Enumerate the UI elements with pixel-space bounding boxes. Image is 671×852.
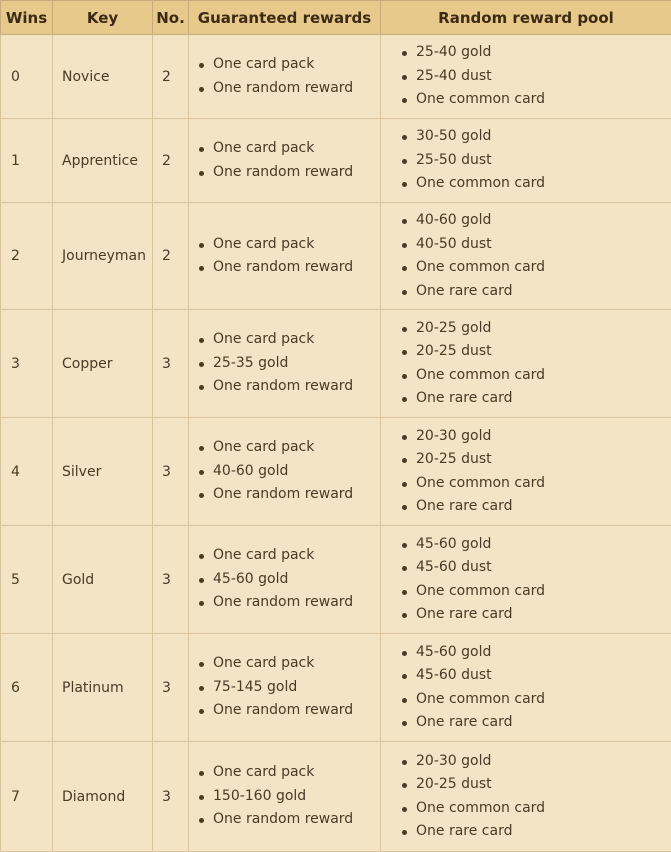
cell-random xyxy=(381,203,671,310)
list-item: 20-25 dust xyxy=(401,773,671,797)
cell-random-list xyxy=(401,750,671,844)
list-item: 20-25 gold xyxy=(401,317,671,341)
cell-random xyxy=(381,742,671,852)
cell-random-list xyxy=(401,641,671,735)
cell-wins: 6 xyxy=(1,634,53,742)
list-item: 40-50 dust xyxy=(401,233,671,257)
cell-random xyxy=(381,634,671,742)
list-item: 45-60 gold xyxy=(198,568,380,592)
list-item: One card pack xyxy=(198,436,380,460)
list-item: One rare card xyxy=(401,280,671,304)
cell-key: Silver xyxy=(53,418,153,526)
cell-guaranteed-list xyxy=(198,436,380,507)
cell-guaranteed xyxy=(189,526,381,634)
table-row xyxy=(1,119,671,203)
cell-guaranteed xyxy=(189,310,381,418)
list-item: 40-60 gold xyxy=(198,460,380,484)
list-item: One random reward xyxy=(198,699,380,723)
list-item: 40-60 gold xyxy=(401,209,671,233)
list-item: 30-50 gold xyxy=(401,125,671,149)
cell-wins: 3 xyxy=(1,310,53,418)
cell-random-list xyxy=(401,533,671,627)
list-item: 25-50 dust xyxy=(401,149,671,173)
list-item: 45-60 gold xyxy=(401,641,671,665)
table-row xyxy=(1,203,671,310)
cell-key: Journeyman xyxy=(53,203,153,310)
list-item: 45-60 dust xyxy=(401,556,671,580)
header-guaranteed: Guaranteed rewards xyxy=(189,1,381,35)
cell-guaranteed xyxy=(189,35,381,119)
list-item: One random reward xyxy=(198,77,380,101)
header-no: No. xyxy=(153,1,189,35)
list-item: One card pack xyxy=(198,544,380,568)
cell-guaranteed xyxy=(189,634,381,742)
list-item: 45-60 gold xyxy=(401,533,671,557)
list-item: 25-35 gold xyxy=(198,352,380,376)
list-item: One common card xyxy=(401,88,671,112)
cell-key: Apprentice xyxy=(53,119,153,203)
cell-guaranteed-list xyxy=(198,544,380,615)
table-body xyxy=(1,35,671,852)
cell-random-list xyxy=(401,125,671,196)
list-item: 20-30 gold xyxy=(401,750,671,774)
list-item: 150-160 gold xyxy=(198,785,380,809)
cell-no: 3 xyxy=(153,526,189,634)
cell-no: 2 xyxy=(153,35,189,119)
list-item: One random reward xyxy=(198,808,380,832)
list-item: 20-25 dust xyxy=(401,340,671,364)
list-item: One card pack xyxy=(198,137,380,161)
table-header xyxy=(1,1,671,35)
list-item: One rare card xyxy=(401,387,671,411)
list-item: One rare card xyxy=(401,495,671,519)
list-item: One common card xyxy=(401,688,671,712)
list-item: One card pack xyxy=(198,328,380,352)
list-item: One random reward xyxy=(198,483,380,507)
cell-random xyxy=(381,526,671,634)
header-key: Key xyxy=(53,1,153,35)
list-item: 75-145 gold xyxy=(198,676,380,700)
cell-key: Gold xyxy=(53,526,153,634)
list-item: One card pack xyxy=(198,652,380,676)
header-row xyxy=(1,1,671,35)
cell-key: Platinum xyxy=(53,634,153,742)
cell-no: 3 xyxy=(153,418,189,526)
list-item: One rare card xyxy=(401,820,671,844)
list-item: 20-25 dust xyxy=(401,448,671,472)
cell-wins: 2 xyxy=(1,203,53,310)
cell-key: Copper xyxy=(53,310,153,418)
cell-guaranteed-list xyxy=(198,328,380,399)
cell-wins: 4 xyxy=(1,418,53,526)
cell-guaranteed-list xyxy=(198,761,380,832)
list-item: One common card xyxy=(401,172,671,196)
cell-guaranteed-list xyxy=(198,233,380,280)
list-item: 20-30 gold xyxy=(401,425,671,449)
cell-guaranteed xyxy=(189,203,381,310)
cell-guaranteed xyxy=(189,418,381,526)
table-row xyxy=(1,742,671,852)
list-item: One rare card xyxy=(401,603,671,627)
cell-key: Diamond xyxy=(53,742,153,852)
table-row xyxy=(1,35,671,119)
cell-guaranteed xyxy=(189,119,381,203)
list-item: One card pack xyxy=(198,761,380,785)
list-item: One common card xyxy=(401,580,671,604)
cell-key: Novice xyxy=(53,35,153,119)
list-item: One random reward xyxy=(198,256,380,280)
list-item: 45-60 dust xyxy=(401,664,671,688)
cell-wins: 0 xyxy=(1,35,53,119)
cell-no: 3 xyxy=(153,310,189,418)
cell-wins: 1 xyxy=(1,119,53,203)
cell-random xyxy=(381,119,671,203)
list-item: One common card xyxy=(401,364,671,388)
list-item: One common card xyxy=(401,472,671,496)
header-wins: Wins xyxy=(1,1,53,35)
list-item: One common card xyxy=(401,797,671,821)
cell-random xyxy=(381,35,671,119)
table-row xyxy=(1,526,671,634)
table-row xyxy=(1,418,671,526)
cell-random-list xyxy=(401,41,671,112)
cell-random-list xyxy=(401,317,671,411)
cell-no: 2 xyxy=(153,119,189,203)
cell-wins: 7 xyxy=(1,742,53,852)
cell-no: 2 xyxy=(153,203,189,310)
cell-guaranteed-list xyxy=(198,137,380,184)
list-item: 25-40 gold xyxy=(401,41,671,65)
cell-random xyxy=(381,310,671,418)
cell-random xyxy=(381,418,671,526)
list-item: One card pack xyxy=(198,233,380,257)
list-item: One common card xyxy=(401,256,671,280)
cell-no: 3 xyxy=(153,742,189,852)
cell-guaranteed-list xyxy=(198,652,380,723)
list-item: One rare card xyxy=(401,711,671,735)
header-random: Random reward pool xyxy=(381,1,671,35)
list-item: One random reward xyxy=(198,591,380,615)
list-item: One random reward xyxy=(198,375,380,399)
list-item: 25-40 dust xyxy=(401,65,671,89)
list-item: One random reward xyxy=(198,161,380,185)
cell-no: 3 xyxy=(153,634,189,742)
table-row xyxy=(1,634,671,742)
cell-wins: 5 xyxy=(1,526,53,634)
cell-guaranteed-list xyxy=(198,53,380,100)
cell-random-list xyxy=(401,425,671,519)
table-row xyxy=(1,310,671,418)
list-item: One card pack xyxy=(198,53,380,77)
cell-guaranteed xyxy=(189,742,381,852)
cell-random-list xyxy=(401,209,671,303)
